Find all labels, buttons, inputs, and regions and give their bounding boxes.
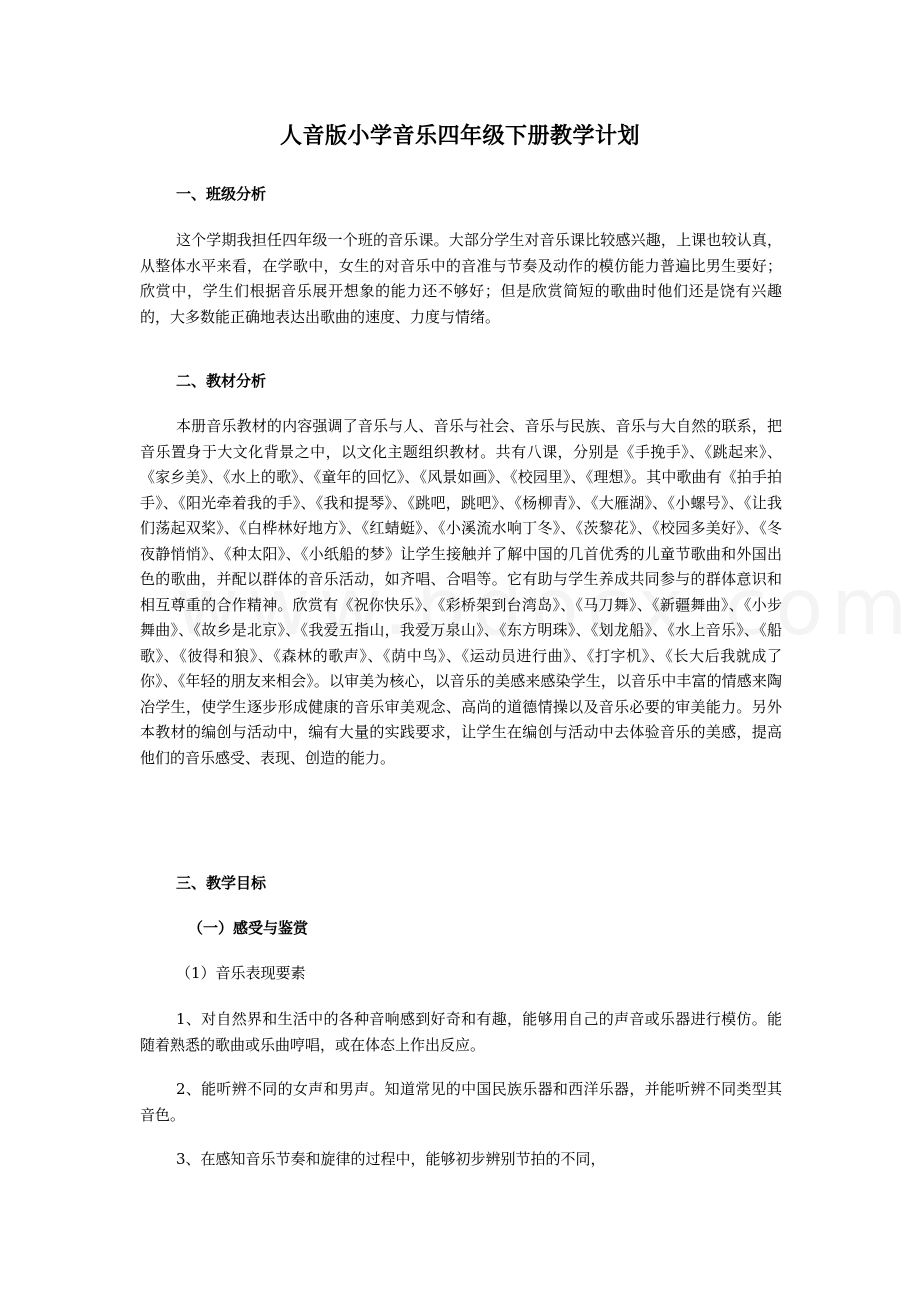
section-heading-material-analysis: 二、教材分析 (176, 372, 267, 390)
paragraph-material-analysis: 本册音乐教材的内容强调了音乐与人、音乐与社会、音乐与民族、音乐与大自然的联系，把音乐置身于大文化背景之中，以文化主题组织教材。共有八课，分别是《手挽手》、《跳起来》、《家乡美》、《水上的歌》、《童年的回忆》、《风景如画》、《校园里》、《理想》。其中歌曲有《拍手拍手》、《阳光牵着我的手》、《我和提琴》、《跳吧，跳吧》、《杨柳青》、《大雁湖》、《小螺号》、《让我们荡起双桨》、《白桦林好地方》、《红蜻蜓》、《小溪流水响丁冬》、《茨黎花》、《校园多美好》、《冬夜静悄悄》、《种太阳》、《小纸船的梦》让学生接触并了解中国的几首优秀的儿童节歌曲和外国出色的歌曲，并配以群体的音乐活动，如齐唱、合唱等。它有助与学生养成共同参与的群体意识和相互尊重的合作精神。欣赏有《祝你快乐》、《彩桥架到台湾岛》、《马刀舞》、《新疆舞曲》、《小步舞曲》、《故乡是北京》、《我爱五指山，我爱万泉山》、《东方明珠》、《划龙船》、《水上音乐》、《船歌》、《彼得和狼》、《森林的歌声》、《荫中鸟》、《运动员进行曲》、《打字机》、《长大后我就成了你》、《年轻的朋友来相会》。以审美为核心，以音乐的美感来感染学生，以音乐中丰富的情感来陶冶学生，使学生逐步形成健康的音乐审美观念、高尚的道德情操以及音乐必要的审美能力。另外本教材的编创与活动中，编有大量的实践要求，让学生在编创与活动中去体验音乐的美感，提高他们的音乐感受、表现、创造的能力。 (140, 417, 782, 767)
paragraph-point-1: 1、对自然界和生活中的各种音响感到好奇和有趣，能够用自己的声音或乐器进行模仿。能随着熟悉的歌曲或乐曲哼唱，或在体态上作出反应。 (140, 1010, 782, 1054)
section-heading-class-analysis: 一、班级分析 (176, 185, 267, 203)
paragraph-point-2: 2、能听辨不同的女声和男声。知道常见的中国民族乐器和西洋乐器，并能听辨不同类型其音色。 (140, 1080, 782, 1124)
item-label-music-elements: （1）音乐表现要素 (176, 964, 306, 982)
paragraph-point-3: 3、在感知音乐节奏和旋律的过程中，能够初步辨别节拍的不同， (176, 1150, 606, 1168)
subheading-appreciation: （一）感受与鉴赏 (188, 919, 309, 937)
section-heading-teaching-goals: 三、教学目标 (176, 874, 267, 892)
document-title: 人音版小学音乐四年级下册教学计划 (279, 124, 640, 149)
paragraph-class-analysis: 这个学期我担任四年级一个班的音乐课。大部分学生对音乐课比较感兴趣，上课也较认真，从整体水平来看，在学歌中，女生的对音乐中的音准与节奏及动作的模仿能力普遍比男生要好；欣赏中，学生们根据音乐展开想象的能力还不够好；但是欣赏简短的歌曲时他们还是饶有兴趣的，大多数能正确地表达出歌曲的速度、力度与情绪。 (140, 231, 782, 326)
